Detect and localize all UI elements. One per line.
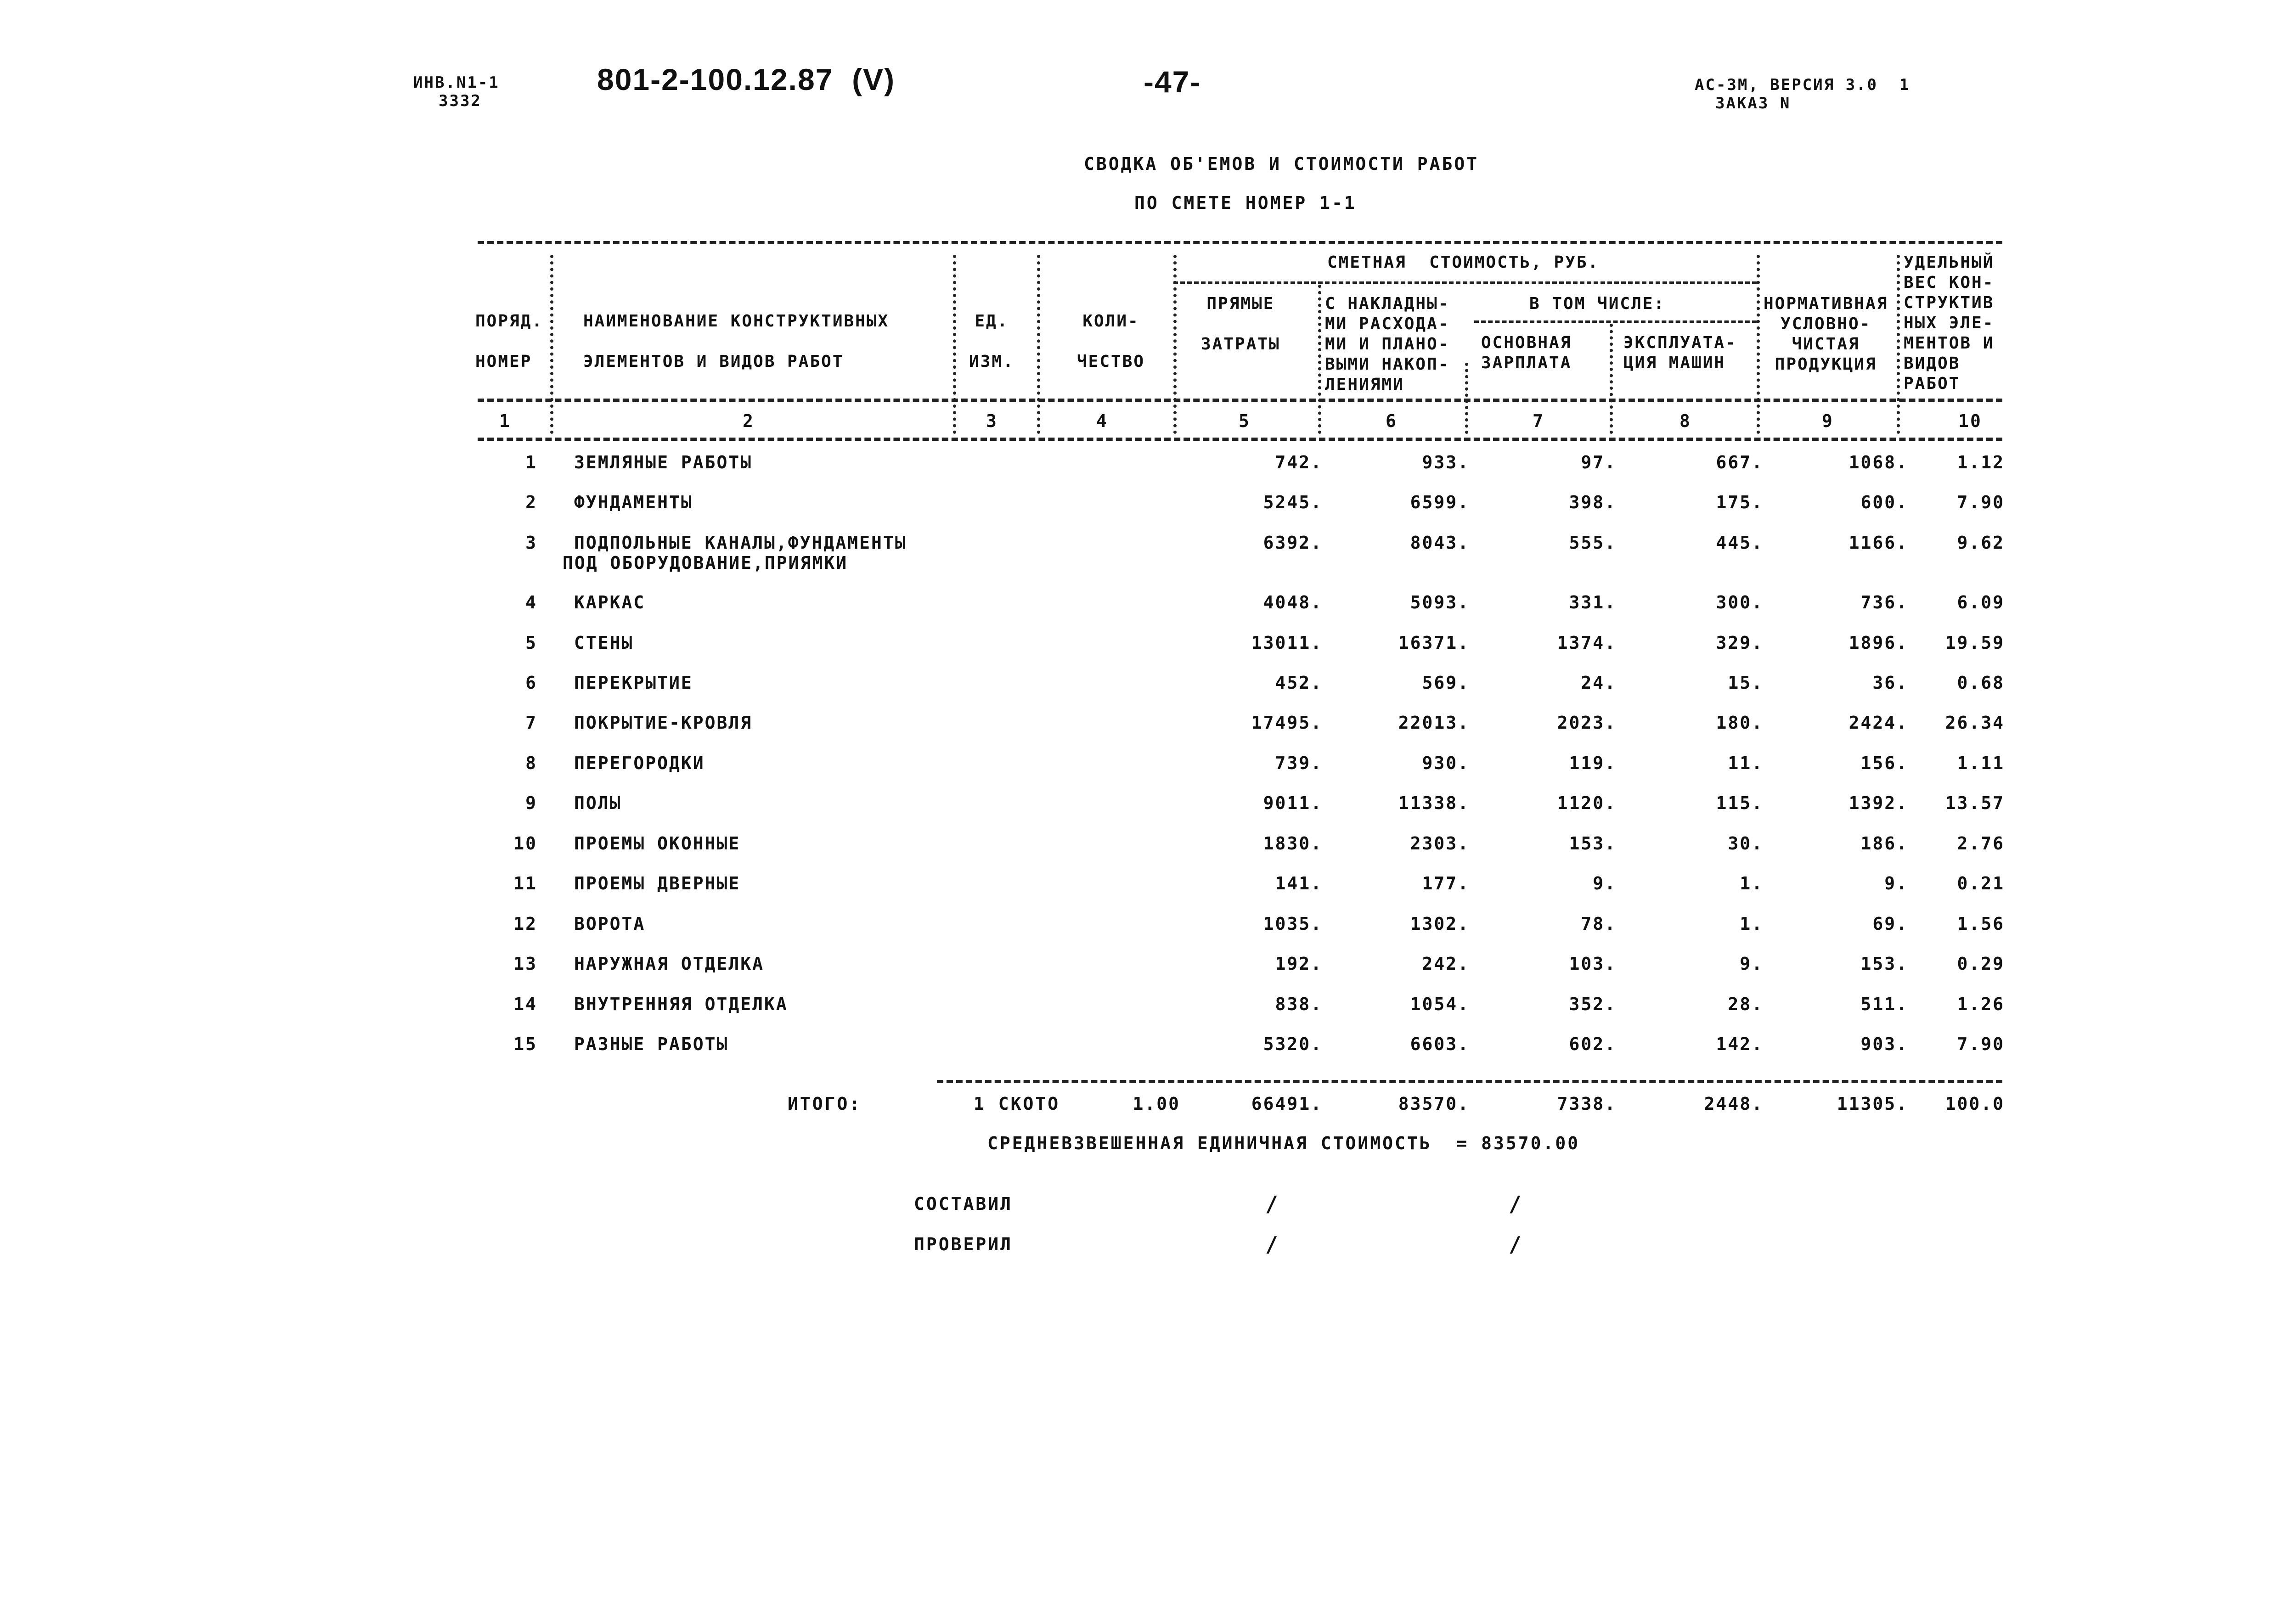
cell-direct-costs: 141. — [1275, 873, 1323, 893]
cell-element-name: ПРОЕМЫ ДВЕРНЫЕ — [574, 873, 741, 893]
cell-machine-operation: 1. — [1740, 873, 1764, 893]
inventory-label: ИНВ.N1-1 — [413, 73, 500, 92]
column-number-4: 4 — [1096, 411, 1108, 431]
cell-base-salary: 555. — [1569, 533, 1617, 553]
cell-normative-production: 903. — [1860, 1034, 1908, 1054]
checked-by-label: ПРОВЕРИЛ — [914, 1234, 1013, 1254]
header-element-name: НАИМЕНОВАНИЕ КОНСТРУКТИВНЫХ ЭЛЕМЕНТОВ И ВИДОВ РАБОТ — [583, 312, 890, 371]
cell-with-overhead: 6599. — [1410, 492, 1470, 512]
header-direct-costs: ПРЯМЫЕ ЗАТРАТЫ — [1201, 294, 1280, 354]
cell-base-salary: 1120. — [1557, 793, 1617, 813]
cell-specific-weight: 7.90 — [1957, 492, 2005, 512]
cell-machine-operation: 180. — [1716, 713, 1764, 733]
column-separator — [550, 255, 553, 434]
cell-with-overhead: 177. — [1422, 873, 1470, 893]
total-quantity: 1.00 — [1133, 1094, 1180, 1114]
cell-specific-weight: 0.29 — [1957, 954, 2005, 974]
signature-slash: / — [1265, 1232, 1278, 1257]
cell-with-overhead: 16371. — [1398, 633, 1470, 653]
cell-base-salary: 331. — [1569, 592, 1617, 613]
cell-order-number: 10 — [513, 833, 537, 854]
column-number-rule — [478, 438, 2002, 441]
cell-with-overhead: 569. — [1422, 673, 1470, 693]
cell-normative-production: 1068. — [1848, 452, 1908, 472]
signature-slash: / — [1509, 1232, 1522, 1257]
cell-direct-costs: 5245. — [1263, 492, 1323, 512]
header-specific-weight: УДЕЛЬНЫЙ ВЕС КОН- СТРУКТИВ НЫХ ЭЛЕ- МЕНТОВ И ВИДОВ РАБОТ — [1904, 253, 1995, 393]
cell-direct-costs: 1830. — [1263, 833, 1323, 854]
cell-direct-costs: 838. — [1275, 994, 1323, 1014]
cell-normative-production: 69. — [1872, 914, 1908, 934]
cell-with-overhead: 1302. — [1410, 914, 1470, 934]
document-code: 801-2-100.12.87 (V) — [597, 62, 896, 96]
cell-with-overhead: 930. — [1422, 753, 1470, 773]
cell-order-number: 3 — [525, 533, 537, 553]
cell-order-number: 5 — [525, 633, 537, 653]
cell-normative-production: 600. — [1860, 492, 1908, 512]
cell-base-salary: 2023. — [1557, 713, 1617, 733]
cell-normative-production: 2424. — [1848, 713, 1908, 733]
weighted-unit-cost: СРЕДНЕВЗВЕШЕННАЯ ЕДИНИЧНАЯ СТОИМОСТЬ = 83570.00 — [987, 1133, 1580, 1153]
cell-order-number: 8 — [525, 753, 537, 773]
total-machine-operation: 2448. — [1704, 1094, 1764, 1114]
cell-machine-operation: 445. — [1716, 533, 1764, 553]
header-including: В ТОМ ЧИСЛЕ: — [1529, 294, 1666, 313]
cell-direct-costs: 1035. — [1263, 914, 1323, 934]
cell-direct-costs: 6392. — [1263, 533, 1323, 553]
total-unit: 1 СКОТО — [974, 1094, 1060, 1114]
cell-base-salary: 119. — [1569, 753, 1617, 773]
cell-machine-operation: 329. — [1716, 633, 1764, 653]
page-number: -47- — [1144, 65, 1201, 99]
cell-element-name: ПОКРЫТИЕ-КРОВЛЯ — [574, 713, 753, 733]
cell-order-number: 1 — [525, 452, 537, 472]
cell-direct-costs: 9011. — [1263, 793, 1323, 813]
cell-machine-operation: 11. — [1728, 753, 1764, 773]
cell-specific-weight: 2.76 — [1957, 833, 2005, 854]
cell-specific-weight: 26.34 — [1945, 713, 2005, 733]
cell-order-number: 9 — [525, 793, 537, 813]
cell-element-name: ПЕРЕГОРОДКИ — [574, 753, 705, 773]
cell-order-number: 2 — [525, 492, 537, 512]
column-number-7: 7 — [1533, 411, 1544, 431]
header-quantity: КОЛИ- ЧЕСТВО — [1077, 312, 1145, 371]
column-number-2: 2 — [743, 411, 755, 431]
cell-specific-weight: 1.12 — [1957, 452, 2005, 472]
cell-element-name: ПОДПОЛЬНЫЕ КАНАЛЫ,ФУНДАМЕНТЫ ПОД ОБОРУДОВАНИЕ,ПРИЯМКИ — [563, 533, 907, 573]
cell-base-salary: 352. — [1569, 994, 1617, 1014]
cell-with-overhead: 22013. — [1398, 713, 1470, 733]
cell-order-number: 14 — [513, 994, 537, 1014]
composed-by-label: СОСТАВИЛ — [914, 1194, 1013, 1214]
cell-direct-costs: 4048. — [1263, 592, 1323, 613]
header-bottom-rule — [478, 399, 2002, 402]
header-machine-operation: ЭКСПЛУАТА- ЦИЯ МАШИН — [1623, 333, 1737, 372]
cell-normative-production: 153. — [1860, 954, 1908, 974]
cell-machine-operation: 175. — [1716, 492, 1764, 512]
total-specific-weight: 100.0 — [1945, 1094, 2005, 1114]
column-number-3: 3 — [986, 411, 998, 431]
total-direct-costs: 66491. — [1251, 1094, 1323, 1114]
cell-direct-costs: 742. — [1275, 452, 1323, 472]
cell-element-name: КАРКАС — [574, 592, 646, 613]
cell-direct-costs: 192. — [1275, 954, 1323, 974]
cell-order-number: 13 — [513, 954, 537, 974]
column-number-6: 6 — [1386, 411, 1398, 431]
cell-base-salary: 1374. — [1557, 633, 1617, 653]
cell-specific-weight: 1.11 — [1957, 753, 2005, 773]
cell-machine-operation: 115. — [1716, 793, 1764, 813]
column-separator — [1318, 285, 1321, 434]
cell-direct-costs: 452. — [1275, 673, 1323, 693]
column-separator — [1465, 363, 1468, 434]
column-separator — [953, 255, 956, 434]
cell-specific-weight: 1.26 — [1957, 994, 2005, 1014]
software-version: АС-3М, ВЕРСИЯ 3.0 1 — [1695, 76, 1910, 94]
cell-direct-costs: 5320. — [1263, 1034, 1323, 1054]
cell-element-name: РАЗНЫЕ РАБОТЫ — [574, 1034, 729, 1054]
cell-specific-weight: 0.21 — [1957, 873, 2005, 893]
header-unit: ЕД. ИЗМ. — [969, 312, 1014, 371]
cell-element-name: ПЕРЕКРЫТИЕ — [574, 673, 693, 693]
cell-element-name: ПРОЕМЫ ОКОННЫЕ — [574, 833, 741, 854]
cell-element-name: СТЕНЫ — [574, 633, 634, 653]
signature-slash: / — [1509, 1191, 1522, 1216]
cell-direct-costs: 739. — [1275, 753, 1323, 773]
cell-machine-operation: 30. — [1728, 833, 1764, 854]
cell-specific-weight: 19.59 — [1945, 633, 2005, 653]
cell-normative-production: 36. — [1872, 673, 1908, 693]
total-rule — [937, 1080, 2002, 1083]
cell-base-salary: 78. — [1581, 914, 1617, 934]
cell-base-salary: 153. — [1569, 833, 1617, 854]
cell-specific-weight: 9.62 — [1957, 533, 2005, 553]
column-number-8: 8 — [1679, 411, 1691, 431]
cell-machine-operation: 1. — [1740, 914, 1764, 934]
cell-element-name: ВОРОТА — [574, 914, 646, 934]
column-separator — [1173, 255, 1177, 434]
cell-with-overhead: 242. — [1422, 954, 1470, 974]
cell-normative-production: 736. — [1860, 592, 1908, 613]
total-base-salary: 7338. — [1557, 1094, 1617, 1114]
cell-order-number: 12 — [513, 914, 537, 934]
cell-with-overhead: 6603. — [1410, 1034, 1470, 1054]
cell-direct-costs: 13011. — [1251, 633, 1323, 653]
inventory-number: 3332 — [439, 92, 482, 110]
cell-base-salary: 97. — [1581, 452, 1617, 472]
cell-specific-weight: 6.09 — [1957, 592, 2005, 613]
cell-element-name: ВНУТРЕННЯЯ ОТДЕЛКА — [574, 994, 788, 1014]
table-top-rule — [478, 241, 2002, 244]
cell-element-name: ФУНДАМЕНТЫ — [574, 492, 693, 512]
cell-machine-operation: 9. — [1740, 954, 1764, 974]
cell-base-salary: 103. — [1569, 954, 1617, 974]
cell-normative-production: 156. — [1860, 753, 1908, 773]
page-title: СВОДКА ОБ'ЕМОВ И СТОИМОСТИ РАБОТ — [1084, 154, 1479, 174]
cell-order-number: 15 — [513, 1034, 537, 1054]
cell-order-number: 11 — [513, 873, 537, 893]
column-separator — [1757, 255, 1760, 434]
column-number-10: 10 — [1958, 411, 1982, 431]
cell-machine-operation: 142. — [1716, 1034, 1764, 1054]
cell-machine-operation: 667. — [1716, 452, 1764, 472]
cell-with-overhead: 2303. — [1410, 833, 1470, 854]
cell-with-overhead: 8043. — [1410, 533, 1470, 553]
header-normative-production: НОРМАТИВНАЯ УСЛОВНО- ЧИСТАЯ ПРОДУКЦИЯ — [1764, 294, 1888, 374]
signature-slash: / — [1265, 1191, 1278, 1216]
total-label: ИТОГО: — [788, 1094, 862, 1114]
page-subtitle: ПО СМЕТЕ НОМЕР 1-1 — [1134, 193, 1357, 213]
cell-specific-weight: 7.90 — [1957, 1034, 2005, 1054]
cell-order-number: 7 — [525, 713, 537, 733]
header-order-number: ПОРЯД. НОМЕР — [475, 312, 544, 371]
cell-base-salary: 398. — [1569, 492, 1617, 512]
cell-element-name: ПОЛЫ — [574, 793, 622, 813]
column-separator — [1037, 255, 1040, 434]
subgroup-rule — [1474, 320, 1757, 323]
cell-normative-production: 1392. — [1848, 793, 1908, 813]
cell-machine-operation: 15. — [1728, 673, 1764, 693]
cell-machine-operation: 28. — [1728, 994, 1764, 1014]
total-normative-production: 11305. — [1837, 1094, 1908, 1114]
cell-base-salary: 9. — [1593, 873, 1617, 893]
cell-normative-production: 1896. — [1848, 633, 1908, 653]
column-number-1: 1 — [499, 411, 511, 431]
cell-with-overhead: 1054. — [1410, 994, 1470, 1014]
cell-element-name: ЗЕМЛЯНЫЕ РАБОТЫ — [574, 452, 753, 472]
cell-specific-weight: 0.68 — [1957, 673, 2005, 693]
group-rule — [1173, 281, 1757, 284]
header-base-salary: ОСНОВНАЯ ЗАРПЛАТА — [1481, 333, 1572, 372]
cell-direct-costs: 17495. — [1251, 713, 1323, 733]
cell-normative-production: 1166. — [1848, 533, 1908, 553]
cell-with-overhead: 11338. — [1398, 793, 1470, 813]
cell-normative-production: 186. — [1860, 833, 1908, 854]
order-number: ЗАКАЗ N — [1715, 94, 1791, 112]
header-with-overhead: С НАКЛАДНЫ- МИ РАСХОДА- МИ И ПЛАНО- ВЫМИ НАКОП- ЛЕНИЯМИ — [1325, 294, 1450, 394]
cell-specific-weight: 13.57 — [1945, 793, 2005, 813]
cell-order-number: 6 — [525, 673, 537, 693]
cell-with-overhead: 933. — [1422, 452, 1470, 472]
cell-with-overhead: 5093. — [1410, 592, 1470, 613]
header-cost-group: СМЕТНАЯ СТОИМОСТЬ, РУБ. — [1327, 253, 1600, 272]
cell-base-salary: 24. — [1581, 673, 1617, 693]
cell-normative-production: 511. — [1860, 994, 1908, 1014]
column-number-5: 5 — [1239, 411, 1251, 431]
total-with-overhead: 83570. — [1398, 1094, 1470, 1114]
cell-order-number: 4 — [525, 592, 537, 613]
cell-specific-weight: 1.56 — [1957, 914, 2005, 934]
column-number-9: 9 — [1822, 411, 1834, 431]
cell-base-salary: 602. — [1569, 1034, 1617, 1054]
column-separator — [1610, 324, 1613, 434]
cell-normative-production: 9. — [1884, 873, 1908, 893]
cell-machine-operation: 300. — [1716, 592, 1764, 613]
cell-element-name: НАРУЖНАЯ ОТДЕЛКА — [574, 954, 765, 974]
column-separator — [1897, 255, 1900, 434]
